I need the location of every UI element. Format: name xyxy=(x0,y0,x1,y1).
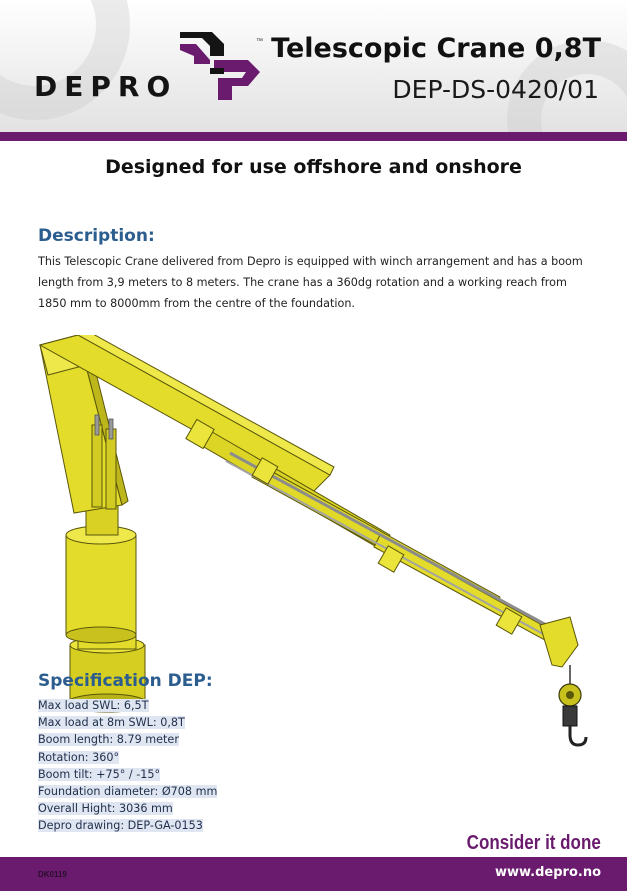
specification-list xyxy=(38,697,217,835)
header-divider xyxy=(0,132,627,141)
website-link[interactable]: www.depro.no xyxy=(494,865,601,880)
slogan: Consider it done xyxy=(466,832,601,854)
footer-bar xyxy=(0,857,627,891)
header-banner xyxy=(0,0,627,132)
spec-item-max-load: Max load SWL: 6,5T xyxy=(38,699,149,712)
spec-item-foundation-diameter: Foundation diameter: Ø708 mm xyxy=(38,785,218,799)
document-number: DEP-DS-0420/01 xyxy=(392,75,599,104)
specification-heading: Specification DEP: xyxy=(38,671,213,691)
logo-wordmark: DEPRO xyxy=(34,70,178,103)
description-heading: Description: xyxy=(38,226,155,246)
spec-item-boom-tilt: Boom tilt: +75° / -15° xyxy=(38,767,161,781)
spec-item-overall-height: Overall Hight: 3036 mm xyxy=(38,802,173,816)
spec-item-boom-length: Boom length: 8.79 meter xyxy=(38,733,179,747)
description-text: This Telescopic Crane delivered from Depro is equipped with winch arrangement and has a boom length from 3,9 meters to 8 meters. The crane has a 360dg rotation and a working reach from 1850 mm to 8000mm from the centre of the foundation. xyxy=(38,255,583,310)
document-title: Telescopic Crane 0,8T xyxy=(271,33,601,64)
spec-item-rotation: Rotation: 360° xyxy=(38,750,120,764)
spec-item-depro-drawing: Depro drawing: DEP-GA-0153 xyxy=(38,819,203,833)
footer-document-code: DK0119 xyxy=(38,870,67,879)
depro-logo xyxy=(34,30,274,104)
tagline: Designed for use offshore and onshore xyxy=(105,156,522,178)
hook-block xyxy=(559,665,586,745)
trademark-symbol: ™ xyxy=(256,38,263,45)
spec-item-max-load-8m: Max load at 8m SWL: 0,8T xyxy=(38,716,185,730)
